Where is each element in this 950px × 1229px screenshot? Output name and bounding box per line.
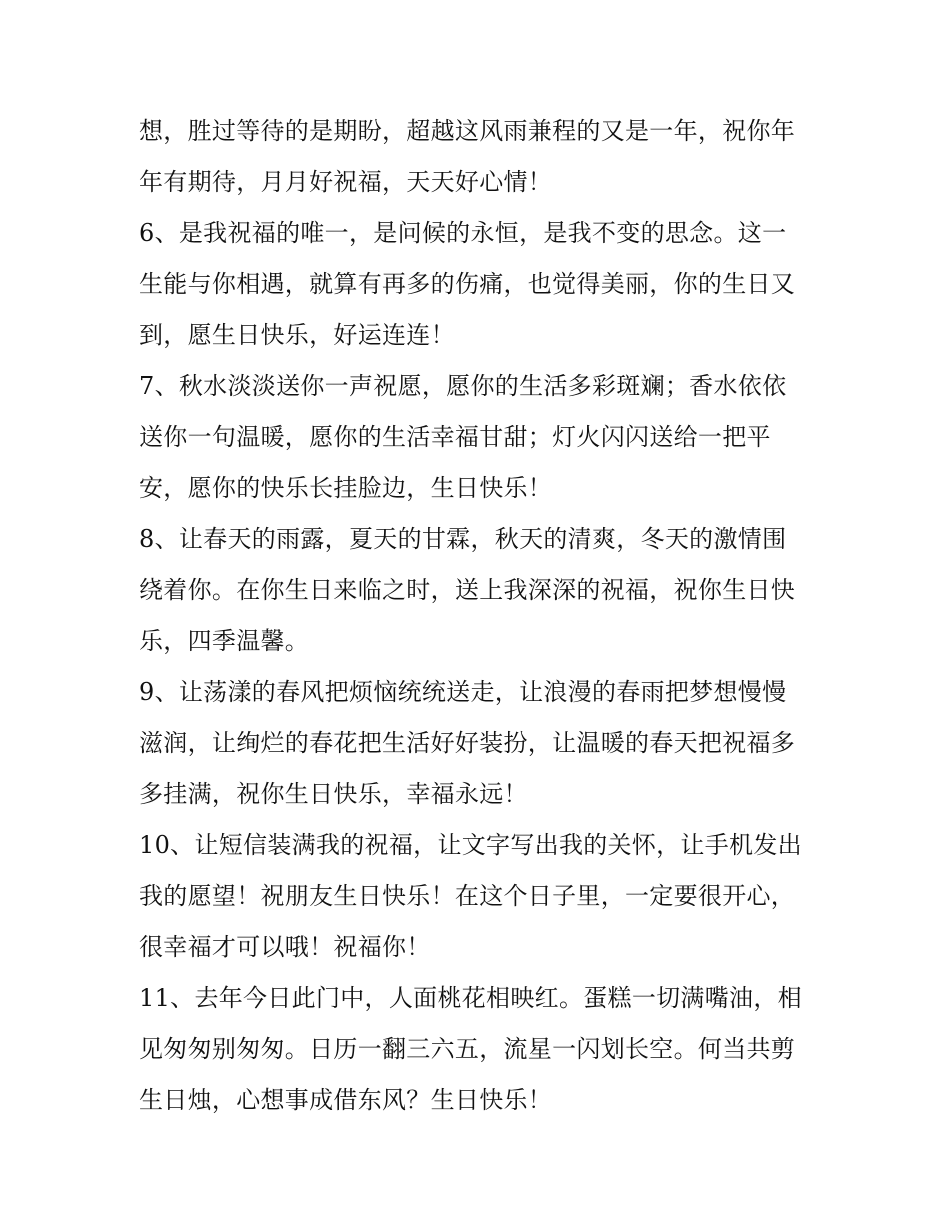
text-line: 7、秋水淡淡送你一声祝愿，愿你的生活多彩斑斓；香水依依 — [139, 372, 787, 400]
text-line: 送你一句温暖，愿你的生活幸福甘甜；灯火闪闪送给一把平 — [139, 423, 771, 451]
text-line: 想，胜过等待的是期盼，超越这风雨兼程的又是一年，祝你年 — [139, 117, 796, 145]
text-line: 见匆匆别匆匆。日历一翻三六五，流星一闪划长空。何当共剪 — [139, 1035, 796, 1063]
text-line: 10、让短信装满我的祝福，让文字写出我的关怀，让手机发出 — [139, 831, 802, 859]
text-line: 很幸福才可以哦！祝福你！ — [139, 933, 431, 961]
text-line: 生日烛，心想事成借东风？生日快乐！ — [139, 1086, 553, 1114]
text-line: 到，愿生日快乐，好运连连！ — [139, 321, 455, 349]
text-line: 乐，四季温馨。 — [139, 627, 310, 655]
text-line: 6、是我祝福的唯一，是问候的永恒，是我不变的思念。这一 — [139, 219, 787, 247]
text-line: 安，愿你的快乐长挂脸边，生日快乐！ — [139, 474, 553, 502]
text-line: 多挂满，祝你生日快乐，幸福永远！ — [139, 780, 528, 808]
text-line: 9、让荡漾的春风把烦恼统统送走，让浪漫的春雨把梦想慢慢 — [139, 678, 787, 706]
text-line: 我的愿望！祝朋友生日快乐！在这个日子里，一定要很开心， — [139, 882, 796, 910]
text-line: 滋润，让绚烂的春花把生活好好装扮，让温暖的春天把祝福多 — [139, 729, 796, 757]
document-body — [139, 106, 829, 1126]
text-line: 生能与你相遇，就算有再多的伤痛，也觉得美丽，你的生日又 — [139, 270, 796, 298]
text-line: 年有期待，月月好祝福，天天好心情！ — [139, 168, 553, 196]
text-line: 绕着你。在你生日来临之时，送上我深深的祝福，祝你生日快 — [139, 576, 796, 604]
text-line: 11、去年今日此门中，人面桃花相映红。蛋糕一切满嘴油，相 — [139, 984, 802, 1012]
text-line: 8、让春天的雨露，夏天的甘霖，秋天的清爽，冬天的激情围 — [139, 525, 787, 553]
